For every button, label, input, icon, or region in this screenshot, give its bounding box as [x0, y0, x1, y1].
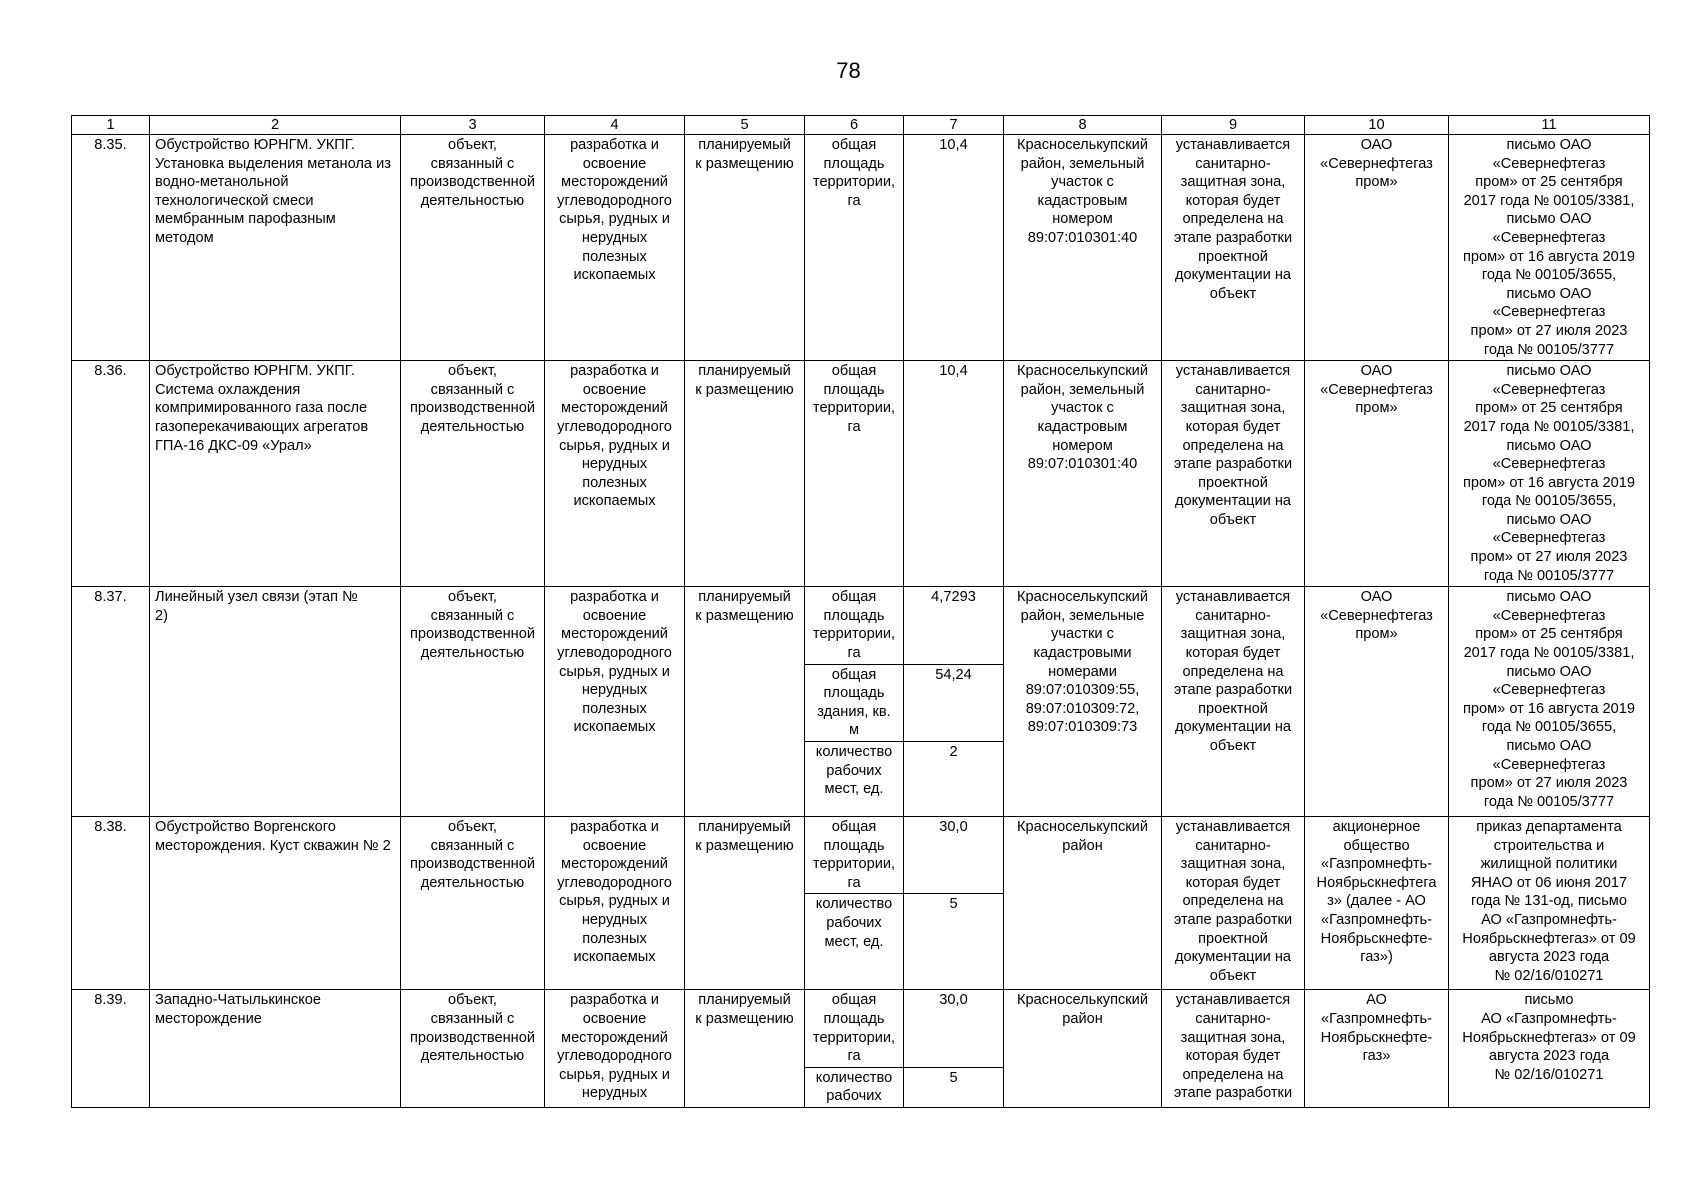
row-number: 8.36. — [72, 361, 150, 587]
object-location: Красноселькупский район, земельный участок с кадастровым номером 89:07:010301:40 — [1004, 361, 1162, 587]
row-number: 8.39. — [72, 990, 150, 1108]
object-status: планируемый к размещению — [685, 990, 805, 1108]
object-name: Обустройство ЮРНГМ. УКПГ. Система охлаждения компримированного газа после газоперекачивающих агрегатов ГПА-16 ДКС-09 «Урал» — [150, 361, 401, 587]
object-name: Линейный узел связи (этап № 2) — [150, 587, 401, 817]
object-status: планируемый к размещению — [685, 361, 805, 587]
table-row — [72, 361, 1650, 587]
object-purpose: разработка и освоение месторождений углеводородного сырья, рудных и нерудных полезных ископаемых — [545, 361, 685, 587]
object-type: объект, связанный с производственной деятельностью — [401, 587, 545, 817]
object-owner: ОАО «Севернефтегаз пром» — [1305, 587, 1449, 817]
zone-info: устанавливается санитарно- защитная зона, которая будет определена на этапе разработки проектной документации на объект — [1162, 817, 1305, 990]
object-owner: АО «Газпромнефть- Ноябрьскнефте- газ» — [1305, 990, 1449, 1108]
object-purpose: разработка и освоение месторождений углеводородного сырья, рудных и нерудных полезных ископаемых — [545, 817, 685, 990]
object-location: Красноселькупский район — [1004, 990, 1162, 1108]
parameter-value: 10,4 — [904, 361, 1004, 587]
zone-info: устанавливается санитарно- защитная зона, которая будет определена на этапе разработки проектной документации на объект — [1162, 135, 1305, 361]
column-header: 3 — [401, 116, 545, 135]
table-header-row — [72, 116, 1650, 135]
object-status: планируемый к размещению — [685, 587, 805, 817]
parameter-name: общая площадь территории, га — [805, 361, 904, 587]
column-header: 1 — [72, 116, 150, 135]
row-number: 8.37. — [72, 587, 150, 817]
column-header: 4 — [545, 116, 685, 135]
row-number: 8.35. — [72, 135, 150, 361]
parameter-value: 54,24 — [904, 664, 1004, 741]
column-header: 9 — [1162, 116, 1305, 135]
parameter-value: 30,0 — [904, 990, 1004, 1067]
parameter-value: 2 — [904, 742, 1004, 817]
parameter-value: 10,4 — [904, 135, 1004, 361]
basis-document: письмо АО «Газпромнефть- Ноябрьскнефтегаз» от 09 августа 2023 года № 02/16/010271 — [1449, 990, 1650, 1108]
basis-document: письмо ОАО «Севернефтегаз пром» от 25 сентября 2017 года № 00105/3381, письмо ОАО «Севернефтегаз пром» от 16 августа 2019 года № 00105/3655, письмо ОАО «Севернефтегаз пром» от 27 июля 2023 года № 00105/3777 — [1449, 135, 1650, 361]
basis-document: приказ департамента строительства и жилищной политики ЯНАО от 06 июня 2017 года № 131-од, письмо АО «Газпромнефть- Ноябрьскнефтегаз» от 09 августа 2023 года № 02/16/010271 — [1449, 817, 1650, 990]
parameter-value: 30,0 — [904, 817, 1004, 894]
parameter-name: количество рабочих мест, ед. — [805, 894, 904, 990]
column-header: 6 — [805, 116, 904, 135]
object-type: объект, связанный с производственной деятельностью — [401, 361, 545, 587]
object-purpose: разработка и освоение месторождений углеводородного сырья, рудных и нерудных полезных ископаемых — [545, 135, 685, 361]
parameter-name: общая площадь территории, га — [805, 817, 904, 894]
object-name: Обустройство Воргенского месторождения. Куст скважин № 2 — [150, 817, 401, 990]
object-status: планируемый к размещению — [685, 135, 805, 361]
object-owner: акционерное общество «Газпромнефть- Ноябрьскнефтега з» (далее - АО «Газпромнефть- Ноябрьскнефте- газ») — [1305, 817, 1449, 990]
object-location: Красноселькупский район — [1004, 817, 1162, 990]
object-purpose: разработка и освоение месторождений углеводородного сырья, рудных и нерудных — [545, 990, 685, 1108]
parameter-name: общая площадь территории, га — [805, 135, 904, 361]
parameter-name: общая площадь территории, га — [805, 990, 904, 1067]
table-row — [72, 135, 1650, 361]
zone-info: устанавливается санитарно- защитная зона, которая будет определена на этапе разработки проектной документации на объект — [1162, 361, 1305, 587]
parameter-name: количество рабочих мест, ед. — [805, 742, 904, 817]
parameter-name: общая площадь территории, га — [805, 587, 904, 664]
object-type: объект, связанный с производственной деятельностью — [401, 990, 545, 1108]
object-name: Западно-Чатылькинское месторождение — [150, 990, 401, 1108]
column-header: 10 — [1305, 116, 1449, 135]
parameter-value: 4,7293 — [904, 587, 1004, 664]
row-number: 8.38. — [72, 817, 150, 990]
object-owner: ОАО «Севернефтегаз пром» — [1305, 135, 1449, 361]
zone-info: устанавливается санитарно- защитная зона, которая будет определена на этапе разработки — [1162, 990, 1305, 1108]
object-status: планируемый к размещению — [685, 817, 805, 990]
object-location: Красноселькупский район, земельные участки с кадастровыми номерами 89:07:010309:55, 89:07:010309:72, 89:07:010309:73 — [1004, 587, 1162, 817]
object-location: Красноселькупский район, земельный участок с кадастровым номером 89:07:010301:40 — [1004, 135, 1162, 361]
objects-table — [71, 115, 1650, 1108]
zone-info: устанавливается санитарно- защитная зона, которая будет определена на этапе разработки проектной документации на объект — [1162, 587, 1305, 817]
table-row — [72, 990, 1650, 1067]
object-owner: ОАО «Севернефтегаз пром» — [1305, 361, 1449, 587]
column-header: 8 — [1004, 116, 1162, 135]
column-header: 7 — [904, 116, 1004, 135]
basis-document: письмо ОАО «Севернефтегаз пром» от 25 сентября 2017 года № 00105/3381, письмо ОАО «Севернефтегаз пром» от 16 августа 2019 года № 00105/3655, письмо ОАО «Севернефтегаз пром» от 27 июля 2023 года № 00105/3777 — [1449, 361, 1650, 587]
object-type: объект, связанный с производственной деятельностью — [401, 135, 545, 361]
table-row — [72, 817, 1650, 894]
parameter-value: 5 — [904, 1067, 1004, 1107]
object-purpose: разработка и освоение месторождений углеводородного сырья, рудных и нерудных полезных ископаемых — [545, 587, 685, 817]
column-header: 5 — [685, 116, 805, 135]
column-header: 2 — [150, 116, 401, 135]
column-header: 11 — [1449, 116, 1650, 135]
parameter-name: общая площадь здания, кв. м — [805, 664, 904, 741]
object-type: объект, связанный с производственной деятельностью — [401, 817, 545, 990]
table-row — [72, 587, 1650, 664]
parameter-name: количество рабочих — [805, 1067, 904, 1107]
page-number: 78 — [836, 58, 861, 83]
basis-document: письмо ОАО «Севернефтегаз пром» от 25 сентября 2017 года № 00105/3381, письмо ОАО «Севернефтегаз пром» от 16 августа 2019 года № 00105/3655, письмо ОАО «Севернефтегаз пром» от 27 июля 2023 года № 00105/3777 — [1449, 587, 1650, 817]
parameter-value: 5 — [904, 894, 1004, 990]
object-name: Обустройство ЮРНГМ. УКПГ. Установка выделения метанола из водно-метанольной технологической смеси мембранным парофазным методом — [150, 135, 401, 361]
